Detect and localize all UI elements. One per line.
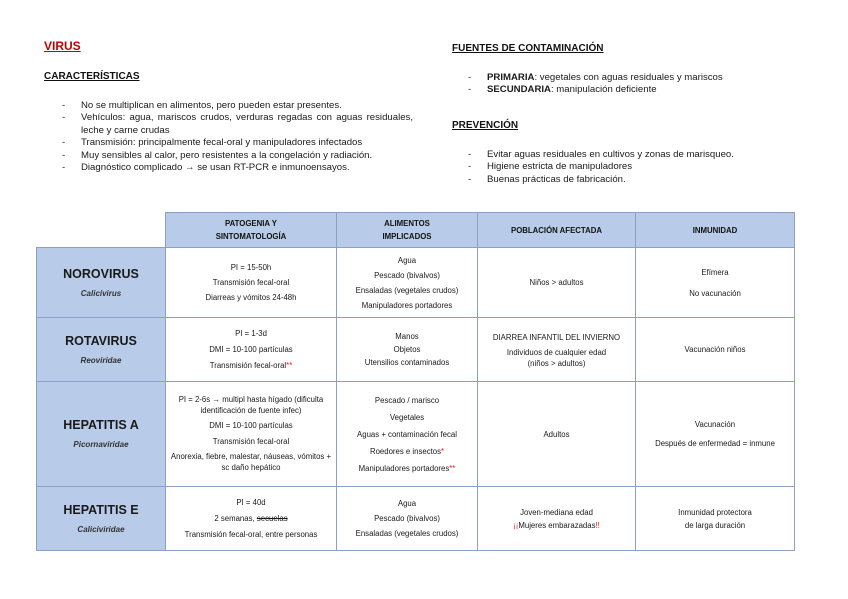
characteristics-list xyxy=(81,100,413,174)
list-item: - Vehículos: agua, mariscos crudos, verduras regadas con aguas residuales, leche y carne crudas xyxy=(81,112,413,137)
prevention-heading: PREVENCIÓN xyxy=(452,120,519,131)
header-inmunidad: INMUNIDAD xyxy=(636,213,795,248)
cell-inmunidad: Efímera No vacunación xyxy=(636,248,795,318)
list-item: - Buenas prácticas de fabricación. xyxy=(487,174,817,186)
header-alimentos: ALIMENTOS IMPLICADOS xyxy=(337,213,478,248)
virus-norovirus: NOROVIRUS Calicivirus xyxy=(37,248,166,318)
list-item: - Muy sensibles al calor, pero resistentes a la congelación y radiación. xyxy=(81,150,413,162)
cell-patogenia: PI = 40d 2 semanas, secuelas Transmisión fecal-oral, entre personas xyxy=(166,487,337,551)
prevention-list xyxy=(487,149,817,186)
characteristics-heading: CARACTERÍSTICAS xyxy=(44,71,140,82)
list-item: - PRIMARIA: vegetales con aguas residuales y mariscos xyxy=(487,72,817,84)
cell-alimentos: Manos Objetos Utensilios contaminados xyxy=(337,318,478,382)
virus-hepatitis-a: HEPATITIS A Picornaviridae xyxy=(37,382,166,487)
cell-inmunidad: Vacunación Después de enfermedad = inmune xyxy=(636,382,795,487)
list-item: - SECUNDARIA: manipulación deficiente xyxy=(487,84,817,96)
table-row xyxy=(37,318,795,382)
cell-patogenia: PI = 1-3d DMI = 10-100 partículas Transmisión fecal-oral** xyxy=(166,318,337,382)
table-row xyxy=(37,382,795,487)
cell-patogenia: PI = 15-50h Transmisión fecal-oral Diarreas y vómitos 24-48h xyxy=(166,248,337,318)
cell-inmunidad: Inmunidad protectora de larga duración xyxy=(636,487,795,551)
table-corner xyxy=(37,213,166,248)
list-item: - No se multiplican en alimentos, pero pueden estar presentes. xyxy=(81,100,413,112)
header-patogenia: PATOGENIA Y SINTOMATOLOGÍA xyxy=(166,213,337,248)
virus-title: VIRUS xyxy=(44,39,81,53)
cell-patogenia: PI = 2-6s → multipl hasta hígado (dificulta identificación de fuente infec) DMI = 10-100 partículas Transmisión fecal-oral Anorexia, fiebre, malestar, náuseas, vómitos + sc daño hepático xyxy=(166,382,337,487)
header-poblacion: POBLACIÓN AFECTADA xyxy=(478,213,636,248)
virus-table xyxy=(36,212,795,551)
cell-alimentos: Agua Pescado (bivalvos) Ensaladas (vegetales crudos) xyxy=(337,487,478,551)
table-row xyxy=(37,248,795,318)
list-item: - Transmisión: principalmente fecal-oral y manipuladores infectados xyxy=(81,137,413,149)
cell-poblacion: Adultos xyxy=(478,382,636,487)
cell-alimentos: Agua Pescado (bivalvos) Ensaladas (vegetales crudos) Manipuladores portadores xyxy=(337,248,478,318)
sources-list xyxy=(487,72,817,97)
table-row xyxy=(37,487,795,551)
cell-poblacion: Joven-mediana edad ¡¡Mujeres embarazadas!! xyxy=(478,487,636,551)
list-item: - Diagnóstico complicado → se usan RT-PCR e inmunoensayos. xyxy=(81,162,413,174)
sources-heading: FUENTES DE CONTAMINACIÓN xyxy=(452,43,604,54)
cell-poblacion: Niños > adultos xyxy=(478,248,636,318)
list-item: - Evitar aguas residuales en cultivos y zonas de marisqueo. xyxy=(487,149,817,161)
virus-hepatitis-e: HEPATITIS E Caliciviridae xyxy=(37,487,166,551)
virus-rotavirus: ROTAVIRUS Reoviridae xyxy=(37,318,166,382)
cell-inmunidad: Vacunación niños xyxy=(636,318,795,382)
list-item: - Higiene estricta de manipuladores xyxy=(487,161,817,173)
cell-poblacion: DIARREA INFANTIL DEL INVIERNO Individuos de cualquier edad (niños > adultos) xyxy=(478,318,636,382)
cell-alimentos: Pescado / marisco Vegetales Aguas + contaminación fecal Roedores e insectos* Manipuladores portadores** xyxy=(337,382,478,487)
